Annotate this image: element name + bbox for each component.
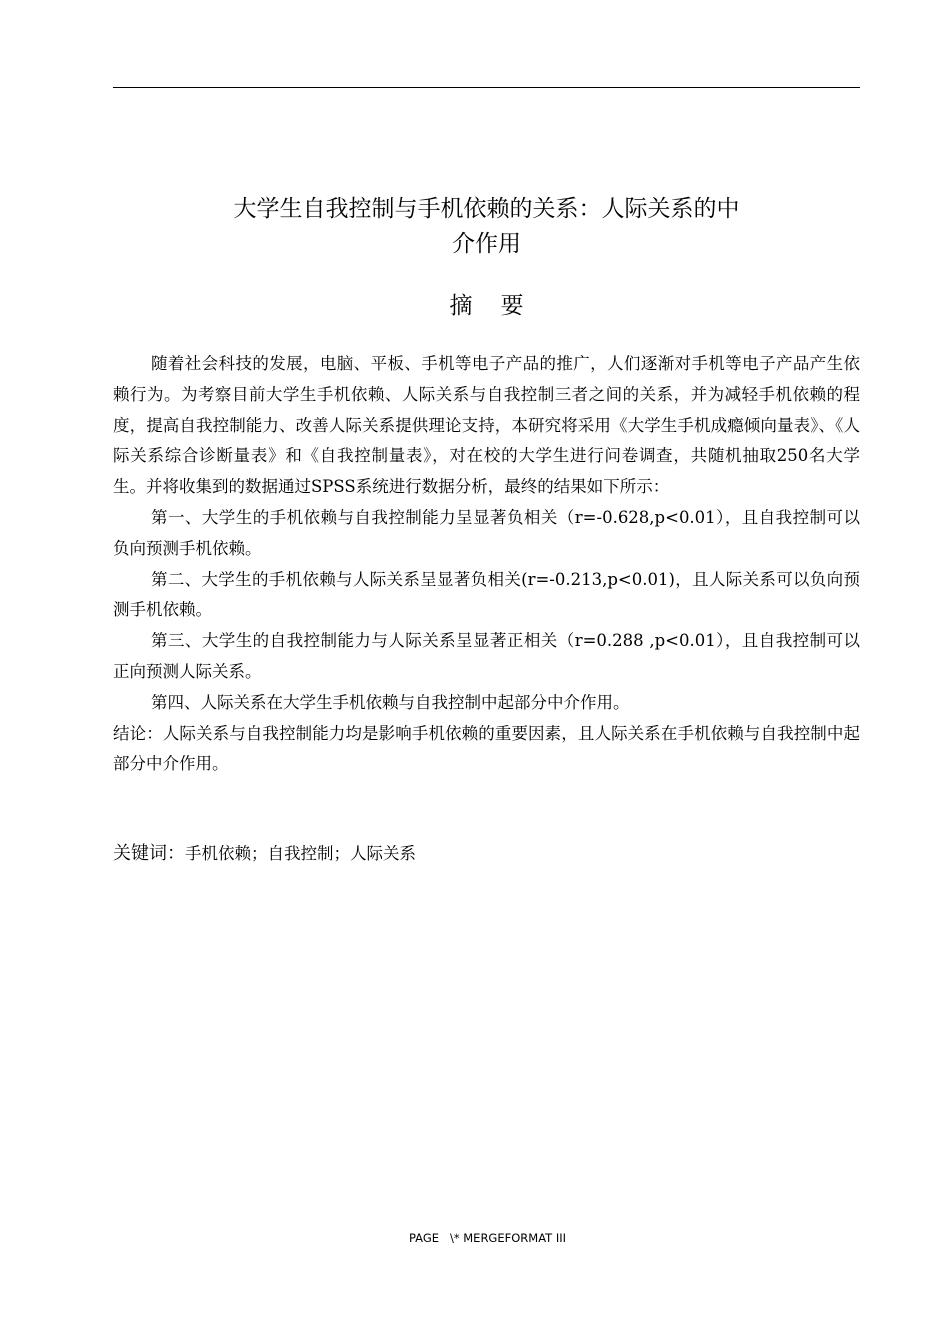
abstract-finding-3: 第三、大学生的自我控制能力与人际关系呈显著正相关（r=0.288 ,p<0.01），且自我控制可以正向预测人际关系。 xyxy=(113,631,860,681)
abstract-body xyxy=(113,349,860,780)
abstract-finding-1: 第一、大学生的手机依赖与自我控制能力呈显著负相关（r=-0.628,p<0.01），且自我控制可以负向预测手机依赖。 xyxy=(113,507,860,558)
header-rule xyxy=(113,87,860,88)
title-line-1: 大学生自我控制与手机依赖的关系：人际关系的中 xyxy=(233,196,740,222)
abstract-finding-2: 第二、大学生的手机依赖与人际关系呈显著负相关(r=-0.213,p<0.01)，且人际关系可以负向预测手机依赖。 xyxy=(113,569,860,620)
abstract-heading: 摘要 xyxy=(449,293,552,319)
abstract-finding-4: 第四、人际关系在大学生手机依赖与自我控制中起部分中介作用。 xyxy=(151,692,630,712)
keywords-value: 手机依赖；自我控制；人际关系 xyxy=(185,844,416,863)
document-title xyxy=(113,192,860,262)
keywords xyxy=(113,838,860,870)
title-line-2: 介作用 xyxy=(452,231,521,257)
abstract-paragraph-intro: 随着社会科技的发展，电脑、平板、手机等电子产品的推广，人们逐渐对手机等电子产品产生依赖行为。为考察目前大学生手机依赖、人际关系与自我控制三者之间的关系，并为减轻手机依赖的程度，提高自我控制能力、改善人际关系提供理论支持，本研究将采用《大学生手机成瘾倾向量表》、《人际关系综合诊断量表》和《自我控制量表》，对在校的大学生进行问卷调查，共随机抽取250名大学生。并将收集到的数据通过SPSS系统进行数据分析，最终的结果如下所示： xyxy=(113,354,860,497)
abstract-conclusion: 结论：人际关系与自我控制能力均是影响手机依赖的重要因素，且人际关系在手机依赖与自我控制中起部分中介作用。 xyxy=(113,723,860,774)
page-footer: PAGE \* MERGEFORMAT III xyxy=(408,1231,567,1245)
keywords-label: 关键词： xyxy=(113,843,185,864)
